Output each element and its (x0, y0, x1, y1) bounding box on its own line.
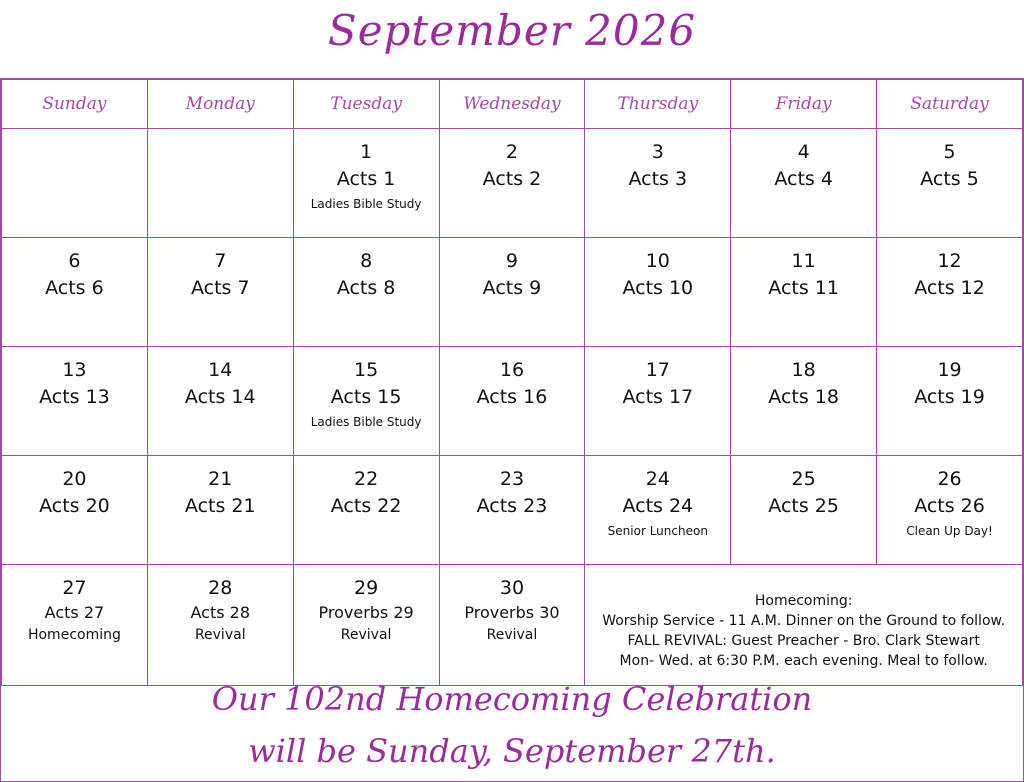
week-row (2, 129, 1023, 238)
day-number: 5 (943, 141, 956, 163)
empty-day-cell (2, 129, 148, 238)
day-event-note: Clean Up Day! (906, 524, 993, 538)
scripture-reading: Acts 12 (914, 277, 985, 299)
day-number: 19 (937, 359, 962, 381)
scripture-reading: Acts 4 (774, 168, 833, 190)
scripture-reading: Acts 25 (768, 495, 839, 517)
scripture-reading: Proverbs 29 (318, 603, 414, 622)
week-row (2, 347, 1023, 456)
announcement-line-1: Our 102nd Homecoming Celebration (211, 680, 813, 718)
day-cell-15 (293, 347, 439, 456)
day-number: 8 (360, 250, 373, 272)
scripture-reading: Acts 23 (476, 495, 548, 517)
scripture-reading: Acts 8 (336, 277, 396, 299)
day-number: 4 (797, 141, 810, 163)
day-cell-30 (439, 565, 585, 686)
scripture-reading: Acts 21 (184, 495, 256, 517)
calendar-grid (1, 79, 1023, 686)
day-cell-28 (147, 565, 293, 686)
day-event-note: Revival (194, 627, 246, 643)
scripture-reading: Acts 6 (45, 277, 104, 299)
weekday-thursday: Thursday (585, 80, 731, 129)
weekday-header-row (2, 80, 1023, 129)
day-cell-21 (147, 456, 293, 565)
day-cell-1 (293, 129, 439, 238)
day-number: 26 (937, 468, 962, 490)
day-cell-20 (2, 456, 148, 565)
day-cell-5 (877, 129, 1023, 238)
day-number: 27 (62, 577, 87, 599)
scripture-reading: Acts 2 (482, 168, 542, 190)
day-number: 17 (645, 359, 670, 381)
event-info-line: Worship Service - 11 A.M. Dinner on the Ground to follow. (602, 613, 1006, 629)
day-number: 29 (354, 577, 379, 599)
weekday-tuesday: Tuesday (293, 80, 439, 129)
scripture-reading: Acts 28 (190, 603, 251, 622)
day-cell-12 (877, 238, 1023, 347)
weekday-sunday: Sunday (2, 80, 148, 129)
day-cell-4 (731, 129, 877, 238)
day-number: 15 (354, 359, 379, 381)
scripture-reading: Acts 10 (622, 277, 694, 299)
day-number: 14 (208, 359, 233, 381)
event-info-line: Homecoming: (754, 593, 853, 609)
day-event-note: Revival (340, 627, 392, 643)
day-number: 12 (937, 250, 962, 272)
day-number: 23 (499, 468, 525, 490)
weekday-monday: Monday (147, 80, 293, 129)
weekday-saturday: Saturday (877, 80, 1023, 129)
day-number: 10 (645, 250, 670, 272)
day-number: 13 (62, 359, 87, 381)
day-cell-19 (877, 347, 1023, 456)
event-info-line: Mon- Wed. at 6:30 P.M. each evening. Meal to follow. (619, 653, 988, 669)
scripture-reading: Acts 24 (622, 495, 694, 517)
day-event-note: Ladies Bible Study (310, 415, 422, 429)
events-info-box (585, 565, 1023, 686)
day-cell-18 (731, 347, 877, 456)
scripture-reading: Acts 22 (330, 495, 402, 517)
scripture-reading: Acts 20 (39, 495, 110, 517)
scripture-reading: Acts 27 (44, 603, 105, 622)
day-number: 16 (499, 359, 525, 381)
day-number: 20 (62, 468, 87, 490)
day-cell-23 (439, 456, 585, 565)
day-cell-16 (439, 347, 585, 456)
scripture-reading: Acts 15 (330, 386, 402, 408)
weekday-wednesday: Wednesday (439, 80, 585, 129)
day-number: 9 (505, 250, 518, 272)
day-cell-24 (585, 456, 731, 565)
calendar-title: September 2026 (327, 6, 697, 55)
day-number: 25 (791, 468, 816, 490)
calendar-body (2, 129, 1023, 686)
day-cell-6 (2, 238, 148, 347)
day-cell-9 (439, 238, 585, 347)
scripture-reading: Acts 18 (768, 386, 839, 408)
scripture-reading: Acts 17 (622, 386, 694, 408)
scripture-reading: Acts 14 (184, 386, 256, 408)
day-cell-27 (2, 565, 148, 686)
calendar-frame (0, 78, 1024, 782)
day-number: 2 (505, 141, 518, 163)
day-cell-22 (293, 456, 439, 565)
scripture-reading: Acts 16 (476, 386, 548, 408)
scripture-reading: Acts 5 (920, 168, 979, 190)
day-number: 11 (791, 250, 816, 272)
scripture-reading: Acts 26 (914, 495, 985, 517)
day-cell-2 (439, 129, 585, 238)
day-cell-17 (585, 347, 731, 456)
scripture-reading: Proverbs 30 (464, 603, 560, 622)
scripture-reading: Acts 7 (190, 277, 250, 299)
day-number: 1 (360, 141, 373, 163)
scripture-reading: Acts 1 (336, 168, 396, 190)
event-info-line: FALL REVIVAL: Guest Preacher - Bro. Clark Stewart (627, 633, 980, 649)
week-row (2, 456, 1023, 565)
scripture-reading: Acts 3 (628, 168, 688, 190)
day-cell-3 (585, 129, 731, 238)
day-number: 3 (651, 141, 664, 163)
day-number: 7 (214, 250, 227, 272)
day-cell-26 (877, 456, 1023, 565)
day-number: 28 (208, 577, 233, 599)
day-event-note: Homecoming (27, 627, 121, 643)
scripture-reading: Acts 11 (768, 277, 839, 299)
homecoming-announcement (1, 673, 1023, 781)
day-cell-8 (293, 238, 439, 347)
day-cell-25 (731, 456, 877, 565)
day-event-note: Revival (486, 627, 538, 643)
day-cell-7 (147, 238, 293, 347)
day-number: 6 (68, 250, 81, 272)
day-number: 30 (499, 577, 525, 599)
day-event-note: Senior Luncheon (607, 524, 708, 538)
day-number: 22 (354, 468, 379, 490)
announcement-line-2: will be Sunday, September 27th. (248, 732, 776, 770)
day-number: 24 (645, 468, 670, 490)
scripture-reading: Acts 13 (39, 386, 110, 408)
day-cell-29 (293, 565, 439, 686)
scripture-reading: Acts 19 (914, 386, 985, 408)
day-number: 21 (208, 468, 233, 490)
day-cell-14 (147, 347, 293, 456)
week-row (2, 238, 1023, 347)
day-cell-10 (585, 238, 731, 347)
weekday-friday: Friday (731, 80, 877, 129)
scripture-reading: Acts 9 (482, 277, 542, 299)
week-row (2, 565, 1023, 686)
day-event-note: Ladies Bible Study (310, 197, 422, 211)
day-cell-13 (2, 347, 148, 456)
day-cell-11 (731, 238, 877, 347)
day-number: 18 (791, 359, 816, 381)
empty-day-cell (147, 129, 293, 238)
